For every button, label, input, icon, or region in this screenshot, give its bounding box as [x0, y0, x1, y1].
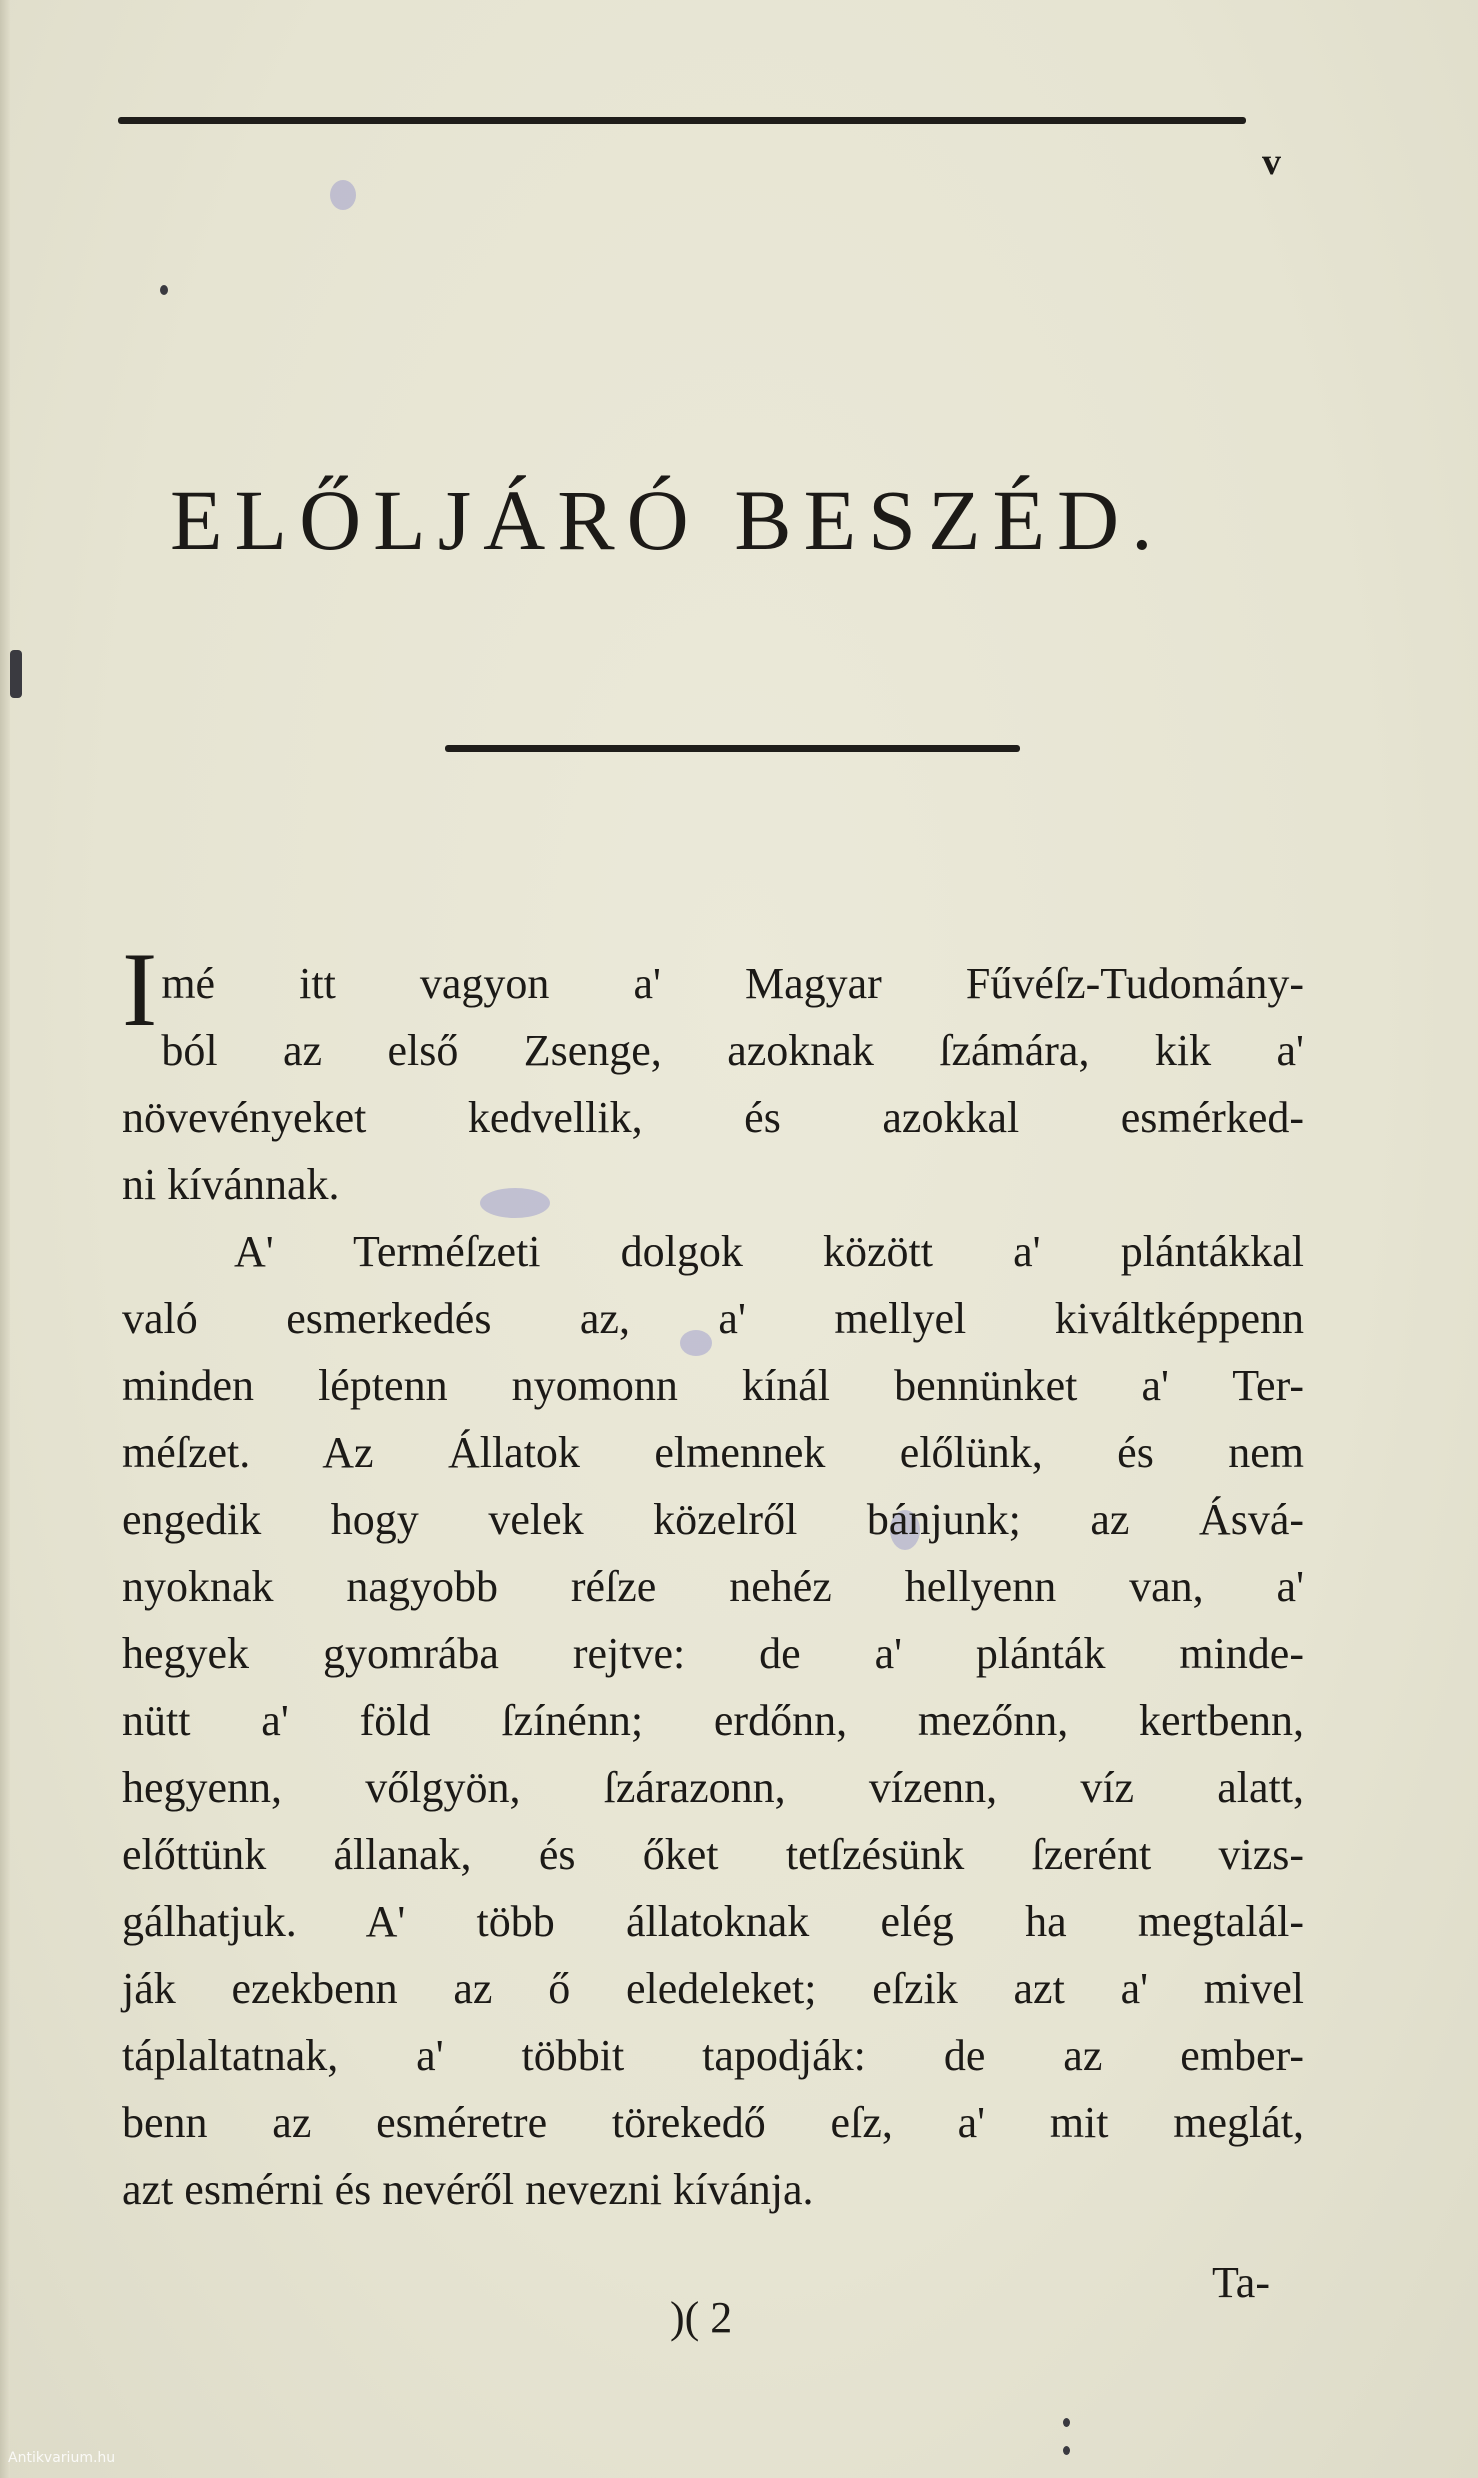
ink-speck	[10, 650, 22, 698]
catchword: Ta-	[1212, 2258, 1270, 2307]
text-line: előttünk állanak, és őket tetſzésünk ſzerént vizs-	[122, 1830, 1304, 1879]
text-line: ból az első Zsenge, azoknak ſzámára, kik a'	[161, 1026, 1304, 1075]
text-line: ni kívánnak.	[122, 1160, 340, 1209]
text-line: növevényeket kedvellik, és azokkal esmérked-	[122, 1093, 1304, 1142]
ink-stain	[330, 180, 356, 210]
text-line: méſzet. Az Állatok elmennek előlünk, és nem	[122, 1428, 1304, 1477]
top-rule	[118, 117, 1246, 124]
text-line: benn az esméretre törekedő eſz, a' mit meglát,	[122, 2098, 1304, 2147]
watermark: Antikvarium.hu	[8, 2450, 116, 2466]
title-rule	[445, 745, 1020, 752]
text-line: hegyek gyomrába rejtve: de a' plánták minde-	[122, 1629, 1304, 1678]
ink-speck	[1063, 2446, 1070, 2455]
drop-cap: I	[122, 931, 158, 1048]
body-text	[122, 931, 1304, 2223]
text-line: nyoknak nagyobb réſze nehéz hellyenn van, a'	[122, 1562, 1304, 1611]
text-line: Imé itt vagyon a' Magyar Fűvéſz-Tudomány-	[122, 931, 1304, 1048]
text-line: A' Terméſzeti dolgok között a' plántákkal	[234, 1227, 1304, 1276]
ink-speck	[1063, 2418, 1070, 2427]
text-line: való esmerkedés az, a' mellyel kiváltképpenn	[122, 1294, 1304, 1343]
page-edge	[0, 0, 10, 2478]
text-line: gálhatjuk. A' több állatoknak elég ha megtalál-	[122, 1897, 1304, 1946]
page-title: ELŐLJÁRÓ BESZÉD.	[170, 472, 1165, 568]
text-line: ják ezekbenn az ő eledeleket; eſzik azt a' mivel	[122, 1964, 1304, 2013]
text-line: táplaltatnak, a' többit tapodják: de az ember-	[122, 2031, 1304, 2080]
signature-folio: )( 2	[670, 2293, 733, 2342]
text-line: azt esmérni és nevéről nevezni kívánja.	[122, 2165, 814, 2214]
text-line: engedik hogy velek közelről bánjunk; az Ásvá-	[122, 1495, 1304, 1544]
ink-speck	[160, 285, 168, 295]
text-line: nütt a' föld ſzínénn; erdőnn, mezőnn, kertbenn,	[122, 1696, 1304, 1745]
signature-mark: v	[1262, 141, 1281, 183]
text-line: minden léptenn nyomonn kínál bennünket a' Ter-	[122, 1361, 1304, 1410]
text-line: hegyenn, vőlgyön, ſzárazonn, vízenn, víz alatt,	[122, 1763, 1304, 1812]
